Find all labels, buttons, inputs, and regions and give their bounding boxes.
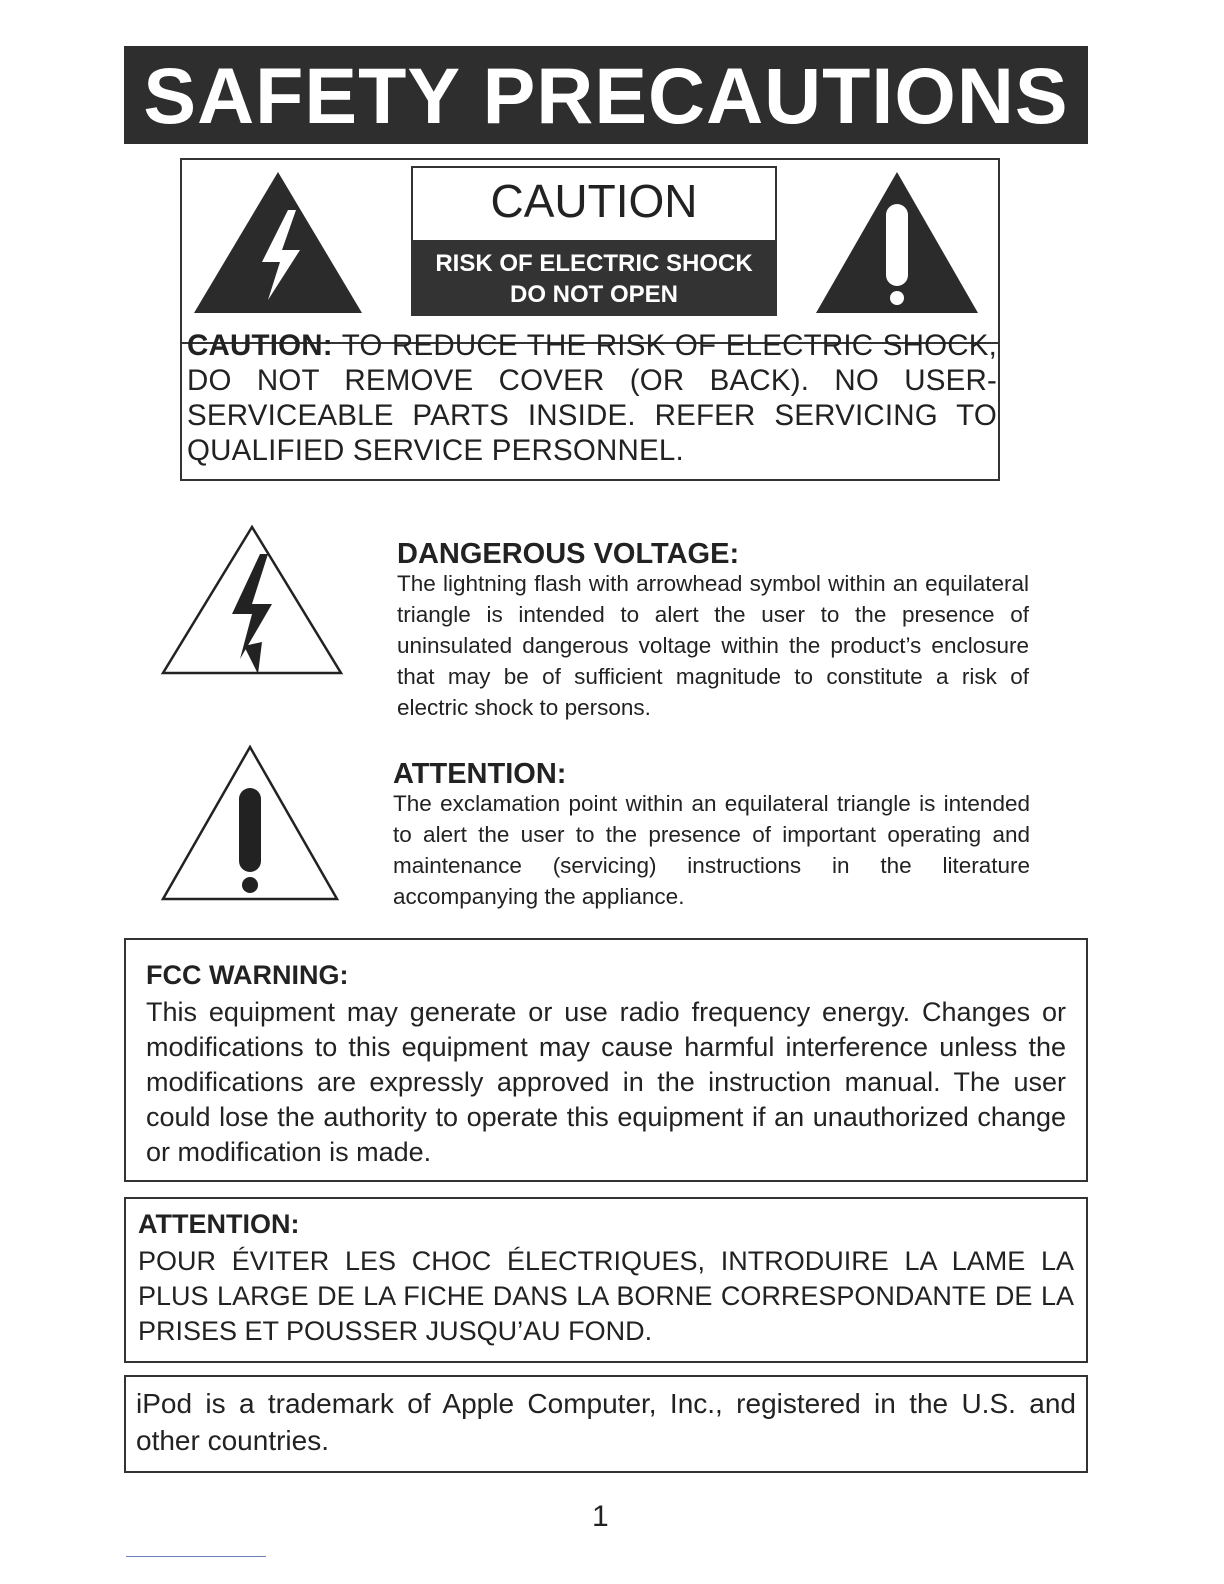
page-number: 1 [592, 1500, 609, 1533]
page-title: SAFETY PRECAUTIONS [143, 50, 1069, 140]
fcc-warning-heading: FCC WARNING: [146, 960, 349, 990]
dangerous-voltage-heading: DANGEROUS VOLTAGE: [397, 538, 740, 570]
caution-label-line1: RISK OF ELECTRIC SHOCK [435, 250, 753, 277]
attention-french-heading: ATTENTION: [138, 1209, 300, 1239]
caution-label [411, 166, 777, 316]
attention-french-box [124, 1197, 1088, 1363]
trademark-box [124, 1375, 1088, 1473]
trademark-text: iPod is a trademark of Apple Computer, Inc., registered in the U.S. and other countries. [136, 1388, 1076, 1456]
attention-french-body: POUR ÉVITER LES CHOC ÉLECTRIQUES, INTRODUIRE LA LAME LA PLUS LARGE DE LA FICHE DANS LA BORNE CORRESPONDANTE DE LA PRISES ET POUSSER JUSQU’AU FOND. [138, 1246, 1074, 1346]
dangerous-voltage-body: The lightning flash with arrowhead symbol within an equilateral triangle is intended to alert the user to the presence of uninsulated dangerous voltage within the product’s enclosure that may be of sufficient magnitude to constitute a risk of electric shock to persons. [397, 571, 1029, 720]
caution-notice-lead: CAUTION: [187, 329, 333, 362]
lightning-triangle-icon [192, 170, 364, 315]
attention-symbol-icon [160, 744, 340, 902]
caution-notice-text: TO REDUCE THE RISK OF ELECTRIC SHOCK, DO NOT REMOVE COVER (OR BACK). NO USER-SERVICEABLE PARTS INSIDE. REFER SERVICING TO QUALIFIED SERVICE PERSONNEL. [187, 329, 997, 467]
caution-label-warning [413, 240, 775, 316]
fcc-warning-body: This equipment may generate or use radio frequency energy. Changes or modifications to this equipment may cause harmful interference unless the modifications are expressly approved in the instruction manual. The user could lose the authority to operate this equipment if an unauthorized change or modification is made. [146, 997, 1066, 1167]
attention-symbol-heading: ATTENTION: [393, 758, 567, 790]
footer-rule [126, 1556, 266, 1557]
dangerous-voltage-section [397, 540, 1029, 723]
caution-box [180, 158, 1000, 481]
attention-symbol-section [393, 760, 1030, 912]
attention-symbol-body: The exclamation point within an equilateral triangle is intended to alert the user to the presence of important operating and maintenance (servicing) instructions in the literature accompanying the appliance. [393, 791, 1030, 909]
caution-notice [187, 328, 997, 468]
caution-label-line2: DO NOT OPEN [509, 281, 678, 308]
dangerous-voltage-icon [160, 524, 344, 676]
title-banner [124, 46, 1088, 144]
exclamation-triangle-icon [814, 170, 980, 315]
caution-label-title: CAUTION [490, 175, 698, 227]
fcc-warning-box [124, 938, 1088, 1182]
